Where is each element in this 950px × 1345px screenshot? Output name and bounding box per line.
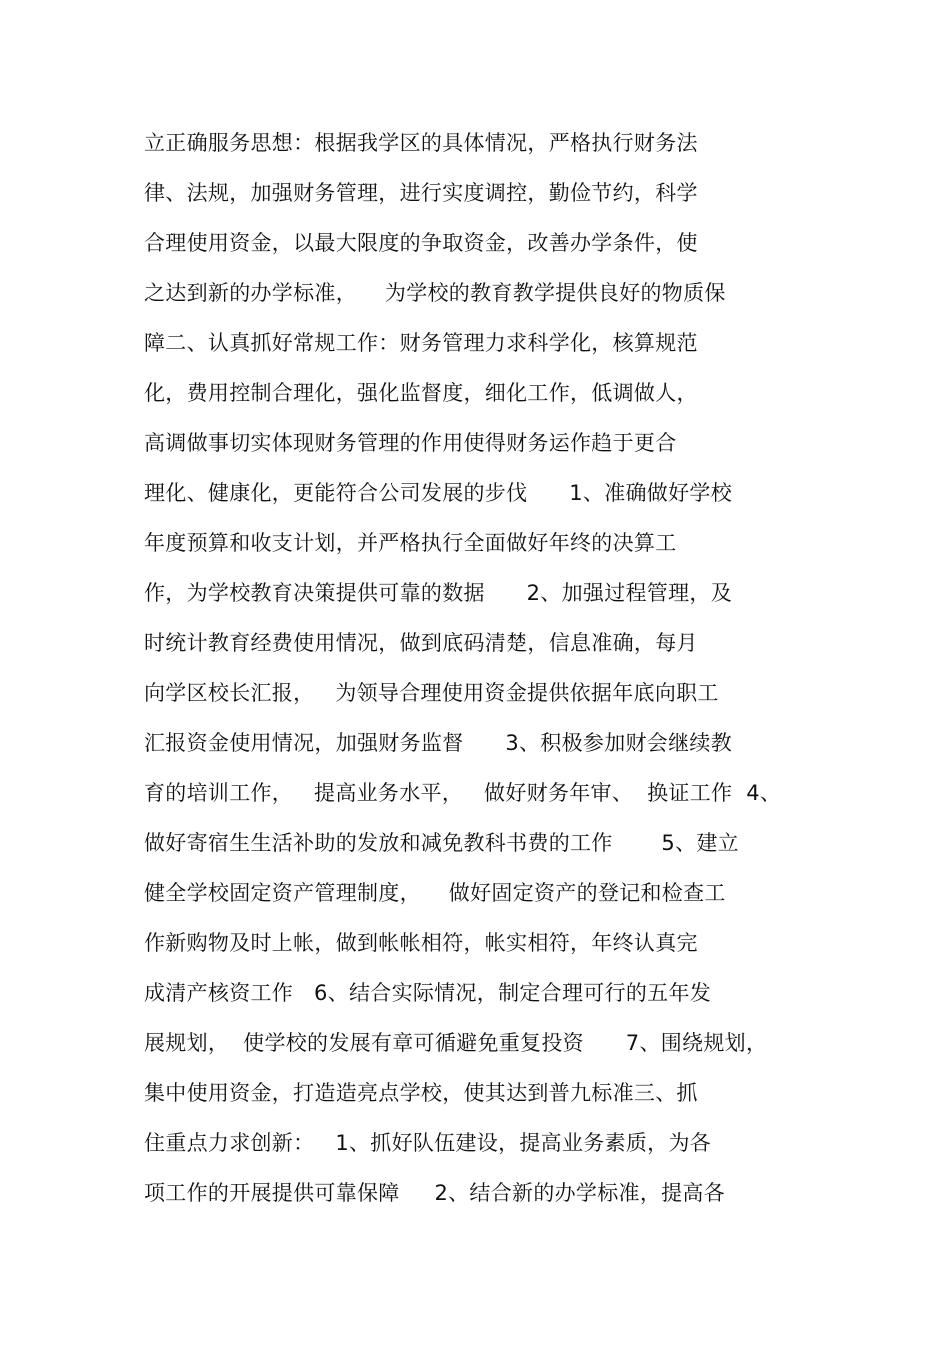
text-line: 年度预算和收支计划，并严格执行全面做好年终的决算工 — [144, 531, 677, 555]
body-text — [144, 121, 844, 1221]
text-line: 作新购物及时上帐，做到帐帐相符，帐实相符，年终认真完 — [144, 931, 698, 955]
text-line: 成清产核资工作 6、结合实际情况，制定合理可行的五年发 — [144, 981, 712, 1005]
text-line: 立正确服务思想：根据我学区的具体情况，严格执行财务法 — [144, 131, 698, 155]
text-line: 理化、健康化，更能符合公司发展的步伐 1、准确做好学校 — [144, 481, 733, 505]
text-line: 作，为学校教育决策提供可靠的数据 2、加强过程管理，及 — [144, 581, 733, 605]
text-line: 集中使用资金，打造造亮点学校，使其达到普九标准三、抓 — [144, 1081, 698, 1105]
text-line: 合理使用资金，以最大限度的争取资金，改善办学条件，使 — [144, 231, 698, 255]
text-line: 住重点力求创新： 1、抓好队伍建设，提高业务素质，为各 — [144, 1131, 712, 1155]
text-line: 向学区校长汇报， 为领导合理使用资金提供依据年底向职工 — [144, 681, 719, 705]
text-line: 之达到新的办学标准， 为学校的教育教学提供良好的物质保 — [144, 281, 726, 305]
text-line: 健全学校固定资产管理制度， 做好固定资产的登记和检查工 — [144, 881, 726, 905]
text-line: 展规划， 使学校的发展有章可循避免重复投资 7、围绕规划， — [144, 1031, 768, 1055]
text-line: 律、法规，加强财务管理，进行实度调控，勤俭节约，科学 — [144, 181, 698, 205]
text-line: 项工作的开展提供可靠保障 2、结合新的办学标准，提高各 — [144, 1181, 726, 1205]
text-line: 时统计教育经费使用情况，做到底码清楚，信息准确，每月 — [144, 631, 698, 655]
text-line: 化，费用控制合理化，强化监督度，细化工作，低调做人， — [144, 381, 698, 405]
text-line: 障二、认真抓好常规工作：财务管理力求科学化，核算规范 — [144, 331, 698, 355]
text-line: 做好寄宿生生活补助的发放和减免教科书费的工作 5、建立 — [144, 831, 739, 855]
text-line: 育的培训工作， 提高业务水平， 做好财务年审、 换证工作 4、 — [144, 781, 782, 805]
text-line: 汇报资金使用情况，加强财务监督 3、积极参加财会继续教 — [144, 731, 733, 755]
text-line: 高调做事切实体现财务管理的作用使得财务运作趋于更合 — [144, 431, 677, 455]
